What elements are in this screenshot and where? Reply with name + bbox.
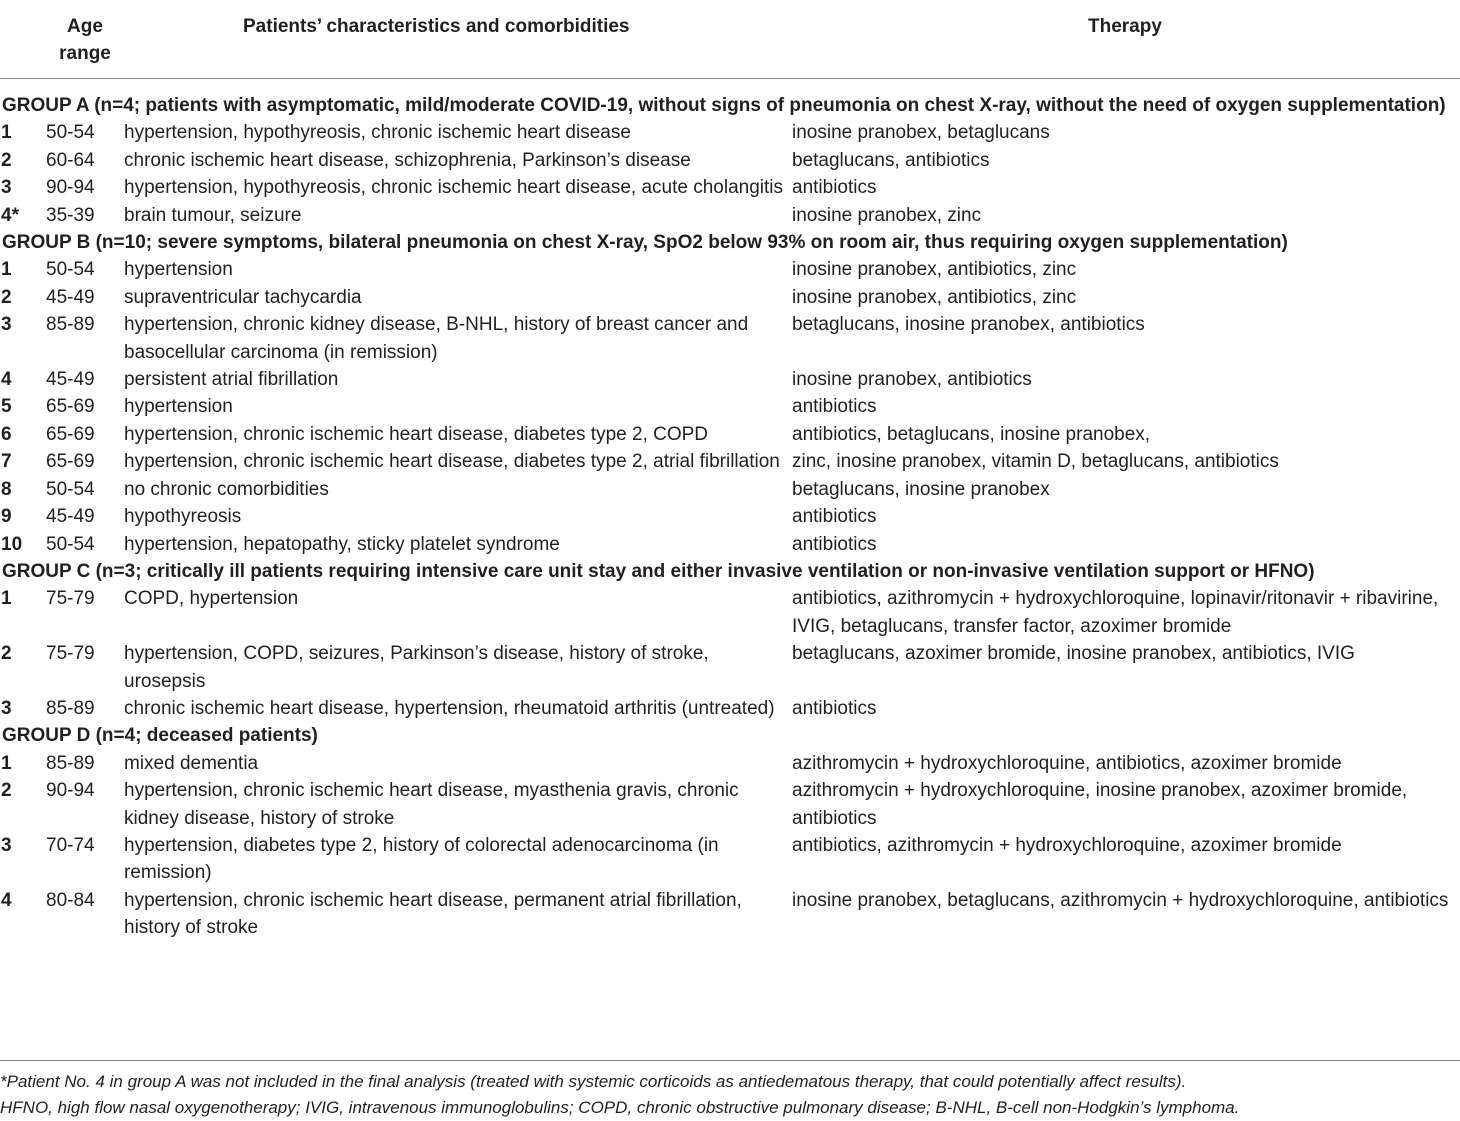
header-characteristics: Patients’ characteristics and comorbidities — [124, 0, 792, 79]
group-title: GROUP A (n=4; patients with asymptomatic, mild/moderate COVID-19, without signs of pneumonia on chest X-ray, without the need of oxygen supplementation) — [2, 95, 1446, 116]
therapy-cell: azithromycin + hydroxychloroquine, antibiotics, azoximer bromide — [792, 752, 1342, 774]
age-range: 65-69 — [46, 396, 95, 418]
age-range: 75-79 — [46, 643, 95, 665]
therapy-cell: antibiotics — [792, 533, 877, 555]
patient-number: 9 — [1, 506, 12, 528]
patient-number: 1 — [1, 588, 12, 610]
characteristics-cell: brain tumour, seizure — [124, 204, 302, 226]
patient-number: 4 — [1, 889, 12, 911]
therapy-cell: antibiotics — [792, 506, 877, 528]
characteristics-cell: hypothyreosis — [124, 506, 242, 528]
age-range: 70-74 — [46, 834, 95, 856]
patient-number: 1 — [1, 122, 12, 144]
therapy-cell: betaglucans, inosine pranobex, antibiotics — [792, 314, 1145, 336]
group-row — [0, 558, 1460, 585]
therapy-cell: inosine pranobex, antibiotics, zinc — [792, 286, 1077, 308]
therapy-cell: inosine pranobex, antibiotics — [792, 369, 1032, 391]
age-range: 90-94 — [46, 780, 95, 802]
table-row — [0, 777, 1460, 832]
age-range: 80-84 — [46, 889, 95, 911]
table-row — [0, 311, 1460, 366]
characteristics-cell: no chronic comorbidities — [124, 478, 329, 500]
characteristics-cell: hypertension, chronic ischemic heart disease, diabetes type 2, atrial fibrillation — [124, 451, 780, 473]
patient-number: 3 — [1, 697, 12, 719]
age-range: 65-69 — [46, 451, 95, 473]
patient-number: 3 — [1, 314, 12, 336]
patient-number: 7 — [1, 451, 12, 473]
table-row — [0, 174, 1460, 201]
characteristics-cell: hypertension, hypothyreosis, chronic ischemic heart disease — [124, 122, 631, 144]
table-row — [0, 448, 1460, 475]
header-number — [0, 0, 46, 79]
therapy-cell: betaglucans, azoximer bromide, inosine pranobex, antibiotics, IVIG — [792, 643, 1355, 665]
characteristics-cell: hypertension, COPD, seizures, Parkinson’s disease, history of stroke, urosepsis — [124, 643, 709, 692]
table-row — [0, 585, 1460, 640]
age-range: 35-39 — [46, 204, 95, 226]
therapy-cell: betaglucans, antibiotics — [792, 149, 990, 171]
group-row — [0, 79, 1460, 120]
characteristics-cell: supraventricular tachycardia — [124, 286, 362, 308]
age-range: 85-89 — [46, 314, 95, 336]
patient-number: 5 — [1, 396, 12, 418]
age-range: 45-49 — [46, 506, 95, 528]
therapy-cell: antibiotics, azithromycin + hydroxychloroquine, azoximer bromide — [792, 834, 1342, 856]
table-row — [0, 695, 1460, 722]
characteristics-cell: hypertension, chronic ischemic heart disease, diabetes type 2, COPD — [124, 423, 709, 445]
age-range: 85-89 — [46, 752, 95, 774]
table-row — [0, 503, 1460, 530]
header-therapy: Therapy — [792, 0, 1460, 79]
header-age-range: Age range — [46, 0, 124, 79]
table-row — [0, 531, 1460, 558]
therapy-cell: antibiotics — [792, 396, 877, 418]
characteristics-cell: hypertension, chronic ischemic heart disease, permanent atrial fibrillation, history of stroke — [124, 889, 742, 939]
therapy-cell: azithromycin + hydroxychloroquine, inosine pranobex, azoximer bromide, antibiotics — [792, 780, 1408, 829]
table-header — [0, 0, 1460, 79]
patient-number: 1 — [1, 752, 12, 774]
patient-number: 3 — [1, 177, 12, 199]
table-row — [0, 119, 1460, 146]
characteristics-cell: hypertension, hepatopathy, sticky platelet syndrome — [124, 533, 560, 555]
characteristics-cell: hypertension — [124, 396, 233, 418]
table-footnotes — [0, 1060, 1460, 1121]
characteristics-cell: COPD, hypertension — [124, 588, 299, 610]
table-row — [0, 640, 1460, 695]
patient-number: 4 — [1, 369, 12, 391]
patient-number: 2 — [1, 780, 12, 802]
table-row — [0, 421, 1460, 448]
age-range: 60-64 — [46, 149, 95, 171]
therapy-cell: betaglucans, inosine pranobex — [792, 478, 1050, 500]
therapy-cell: inosine pranobex, zinc — [792, 204, 982, 226]
characteristics-cell: hypertension, chronic kidney disease, B-NHL, history of breast cancer and basocellular carcinoma (in remission) — [124, 314, 749, 363]
table-row — [0, 284, 1460, 311]
characteristics-cell: persistent atrial fibrillation — [124, 369, 339, 391]
table-row — [0, 750, 1460, 777]
age-range: 50-54 — [46, 478, 95, 500]
patient-number: 4* — [1, 204, 19, 226]
age-range: 85-89 — [46, 697, 95, 719]
patient-number: 1 — [1, 259, 12, 281]
footnote-patient-4: *Patient No. 4 in group A was not included in the final analysis (treated with systemic corticoids as antiedematous therapy, that could potentially affect results). — [0, 1072, 1187, 1091]
age-range: 45-49 — [46, 369, 95, 391]
age-range: 50-54 — [46, 259, 95, 281]
age-range: 50-54 — [46, 122, 95, 144]
therapy-cell: inosine pranobex, antibiotics, zinc — [792, 259, 1077, 281]
therapy-cell: antibiotics, betaglucans, inosine pranobex, — [792, 423, 1151, 445]
group-title: GROUP B (n=10; severe symptoms, bilateral pneumonia on chest X-ray, SpO2 below 93% on room air, thus requiring oxygen supplementation) — [2, 232, 1288, 254]
characteristics-cell: hypertension, diabetes type 2, history of colorectal adenocarcinoma (in remission) — [124, 834, 719, 884]
therapy-cell: antibiotics — [792, 697, 877, 719]
table-row — [0, 476, 1460, 503]
characteristics-cell: hypertension — [124, 259, 233, 281]
patient-number: 10 — [1, 533, 23, 555]
therapy-cell: inosine pranobex, betaglucans, azithromycin + hydroxychloroquine, antibiotics — [792, 889, 1449, 911]
therapy-cell: inosine pranobex, betaglucans — [792, 122, 1050, 144]
group-title: GROUP D (n=4; deceased patients) — [2, 725, 318, 747]
therapy-cell: antibiotics, azithromycin + hydroxychloroquine, lopinavir/ritonavir + ribavirine, IVIG, betaglucans, transfer factor, azoximer bromide — [792, 588, 1439, 637]
patient-number: 2 — [1, 286, 12, 308]
characteristics-cell: chronic ischemic heart disease, hypertension, rheumatoid arthritis (untreated) — [124, 697, 775, 719]
age-range: 75-79 — [46, 588, 95, 610]
table-row — [0, 393, 1460, 420]
age-range: 65-69 — [46, 423, 95, 445]
patient-number: 8 — [1, 478, 12, 500]
characteristics-cell: mixed dementia — [124, 752, 259, 774]
patient-number: 2 — [1, 643, 12, 665]
table-row — [0, 202, 1460, 229]
group-title: GROUP C (n=3; critically ill patients requiring intensive care unit stay and either invasive ventilation or non-invasive ventilation support or HFNO) — [2, 560, 1315, 582]
patient-number: 2 — [1, 149, 12, 171]
characteristics-cell: hypertension, chronic ischemic heart disease, myasthenia gravis, chronic kidney disease, history of stroke — [124, 780, 739, 829]
therapy-cell: zinc, inosine pranobex, vitamin D, betaglucans, antibiotics — [792, 451, 1279, 473]
group-row — [0, 229, 1460, 256]
characteristics-cell: chronic ischemic heart disease, schizophrenia, Parkinson’s disease — [124, 149, 691, 171]
age-range: 50-54 — [46, 533, 95, 555]
table-body — [0, 79, 1460, 942]
patient-number: 6 — [1, 423, 12, 445]
patient-number: 3 — [1, 834, 12, 856]
age-range: 45-49 — [46, 286, 95, 308]
table-row — [0, 256, 1460, 283]
characteristics-cell: hypertension, hypothyreosis, chronic ischemic heart disease, acute cholangitis — [124, 177, 784, 199]
table-row — [0, 832, 1460, 887]
footnote-abbreviations: HFNO, high flow nasal oxygenotherapy; IVIG, intravenous immunoglobulins; COPD, chronic obstructive pulmonary disease; B-NHL, B-cell non-Hodgkin’s lymphoma. — [0, 1098, 1240, 1117]
table-row — [0, 366, 1460, 393]
table-row — [0, 887, 1460, 942]
age-range: 90-94 — [46, 177, 95, 199]
table-row — [0, 147, 1460, 174]
group-row — [0, 722, 1460, 749]
therapy-cell: antibiotics — [792, 177, 877, 199]
